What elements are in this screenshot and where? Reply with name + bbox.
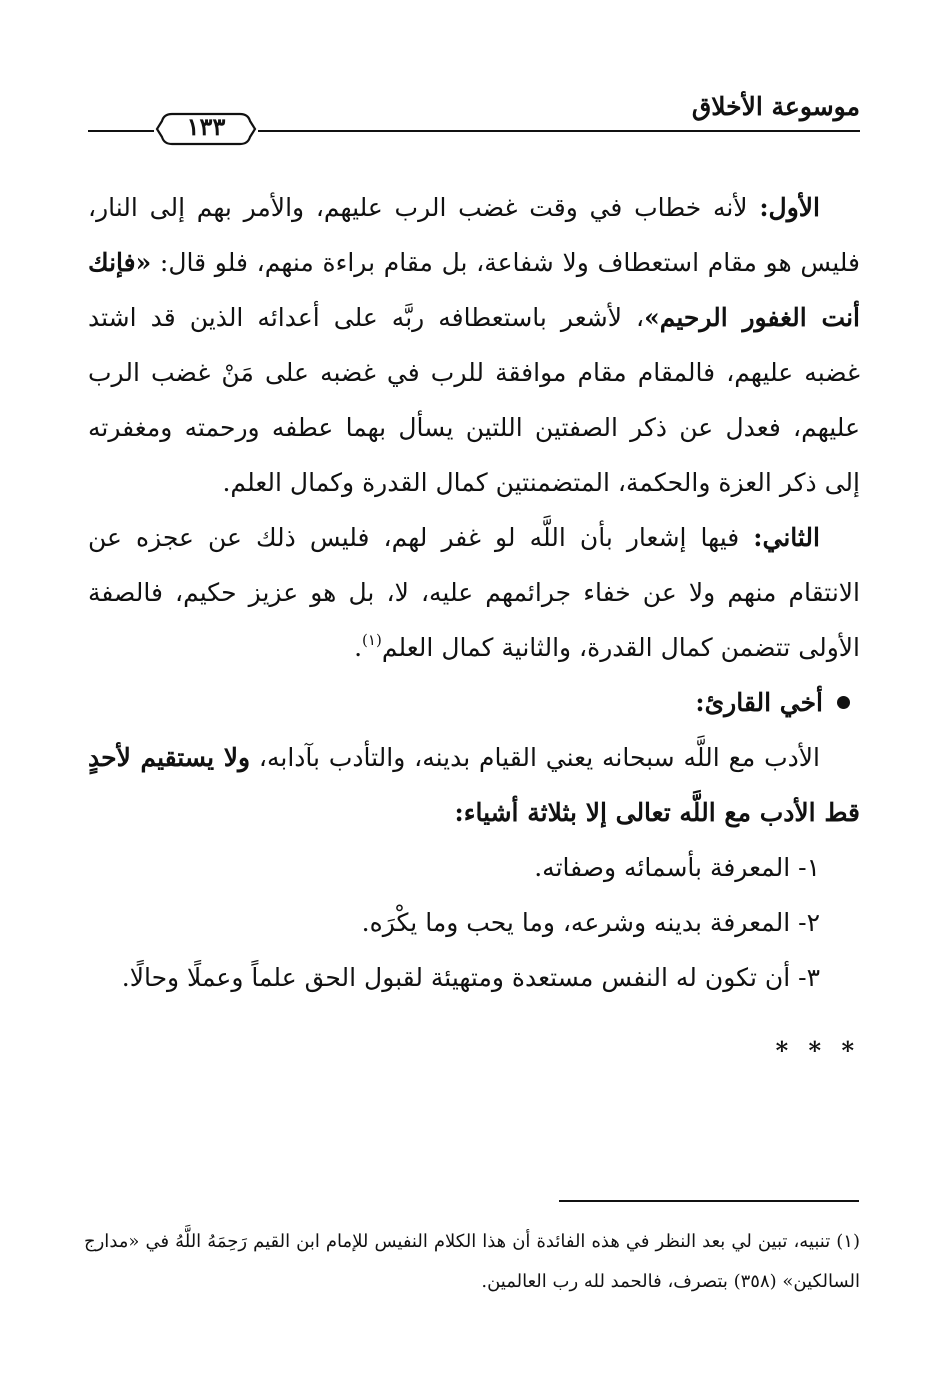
footnote: (١) تنبيه، تبين لي بعد النظر في هذه الفائدة أن هذا الكلام النفيس للإمام ابن القيم رَحِمَهُ اللَّهُ في «مدارج السالكين» (٣٥٨) بتصرف، فالحمد لله رب العالمين.: [84, 1231, 860, 1292]
page-header: [88, 92, 860, 141]
list-item: ١- المعرفة بأسمائه وصفاته.: [534, 853, 820, 882]
footnote-reference: (١): [362, 631, 382, 649]
running-title: موسوعة الأخلاق: [691, 92, 860, 121]
page-number: ١٣٣: [186, 112, 226, 141]
quranic-quote: «فإنك أنت الغفور الرحيم»: [88, 248, 860, 332]
section-separator: * * *: [775, 1036, 860, 1065]
paragraph-lead-second: الثاني:: [753, 523, 820, 552]
paragraph-text: الأدب مع اللَّه سبحانه يعني القيام بدينه، والتأدب بآدابه،: [250, 743, 820, 772]
footnote-rule: [559, 1200, 859, 1202]
section-heading: [88, 675, 860, 730]
page-number-ornament: [154, 106, 258, 152]
paragraph-lead-first: الأول:: [759, 193, 820, 222]
main-text: [88, 180, 860, 1078]
paragraph-first: [88, 180, 860, 510]
paragraph-text: لأنه خطاب في وقت غضب الرب عليهم، والأمر بهم إلى النار، فليس هو مقام استعطاف ولا شفاعة، بل مقام براءة منهم، فلو قال:: [88, 193, 860, 277]
paragraph-text: ، لأشعر باستعطافه ربَّه على أعدائه الذين قد اشتد غضبه عليهم، فالمقام مقام موافقة للرب في غضبه على مَنْ غضب الرب عليهم، فعدل عن ذكر الصفتين اللتين يسأل بهما عطفه ورحمته ومغفرته إلى ذكر العزة والحكمة، المتضمنتين كمال القدرة وكمال العلم.: [88, 303, 860, 497]
list-item: ٢- المعرفة بدينه وشرعه، وما يحب وما يكْرَه.: [361, 908, 820, 937]
paragraph-end: .: [354, 633, 363, 662]
paragraph-third: [88, 730, 860, 840]
paragraph-second: [88, 510, 860, 675]
bullet-icon: [837, 696, 850, 709]
list-item: ٣- أن تكون له النفس مستعدة ومتهيئة لقبول الحق علماً وعملًا وحالًا.: [121, 963, 820, 992]
paragraph-bold-text: ولا يستقيم لأحدٍ قط الأدب مع اللَّه تعالى إلا بثلاثة أشياء:: [88, 743, 860, 827]
paragraph-text: فيها إشعار بأن اللَّه لو غفر لهم، فليس ذلك عن عجزه عن الانتقام منهم ولا عن خفاء جرائمهم عليه، لا، بل هو عزيز حكيم، فالصفة الأولى تتضمن كمال القدرة، والثانية كمال العلم: [88, 523, 860, 662]
section-heading-text: أخي القارئ:: [695, 688, 823, 717]
